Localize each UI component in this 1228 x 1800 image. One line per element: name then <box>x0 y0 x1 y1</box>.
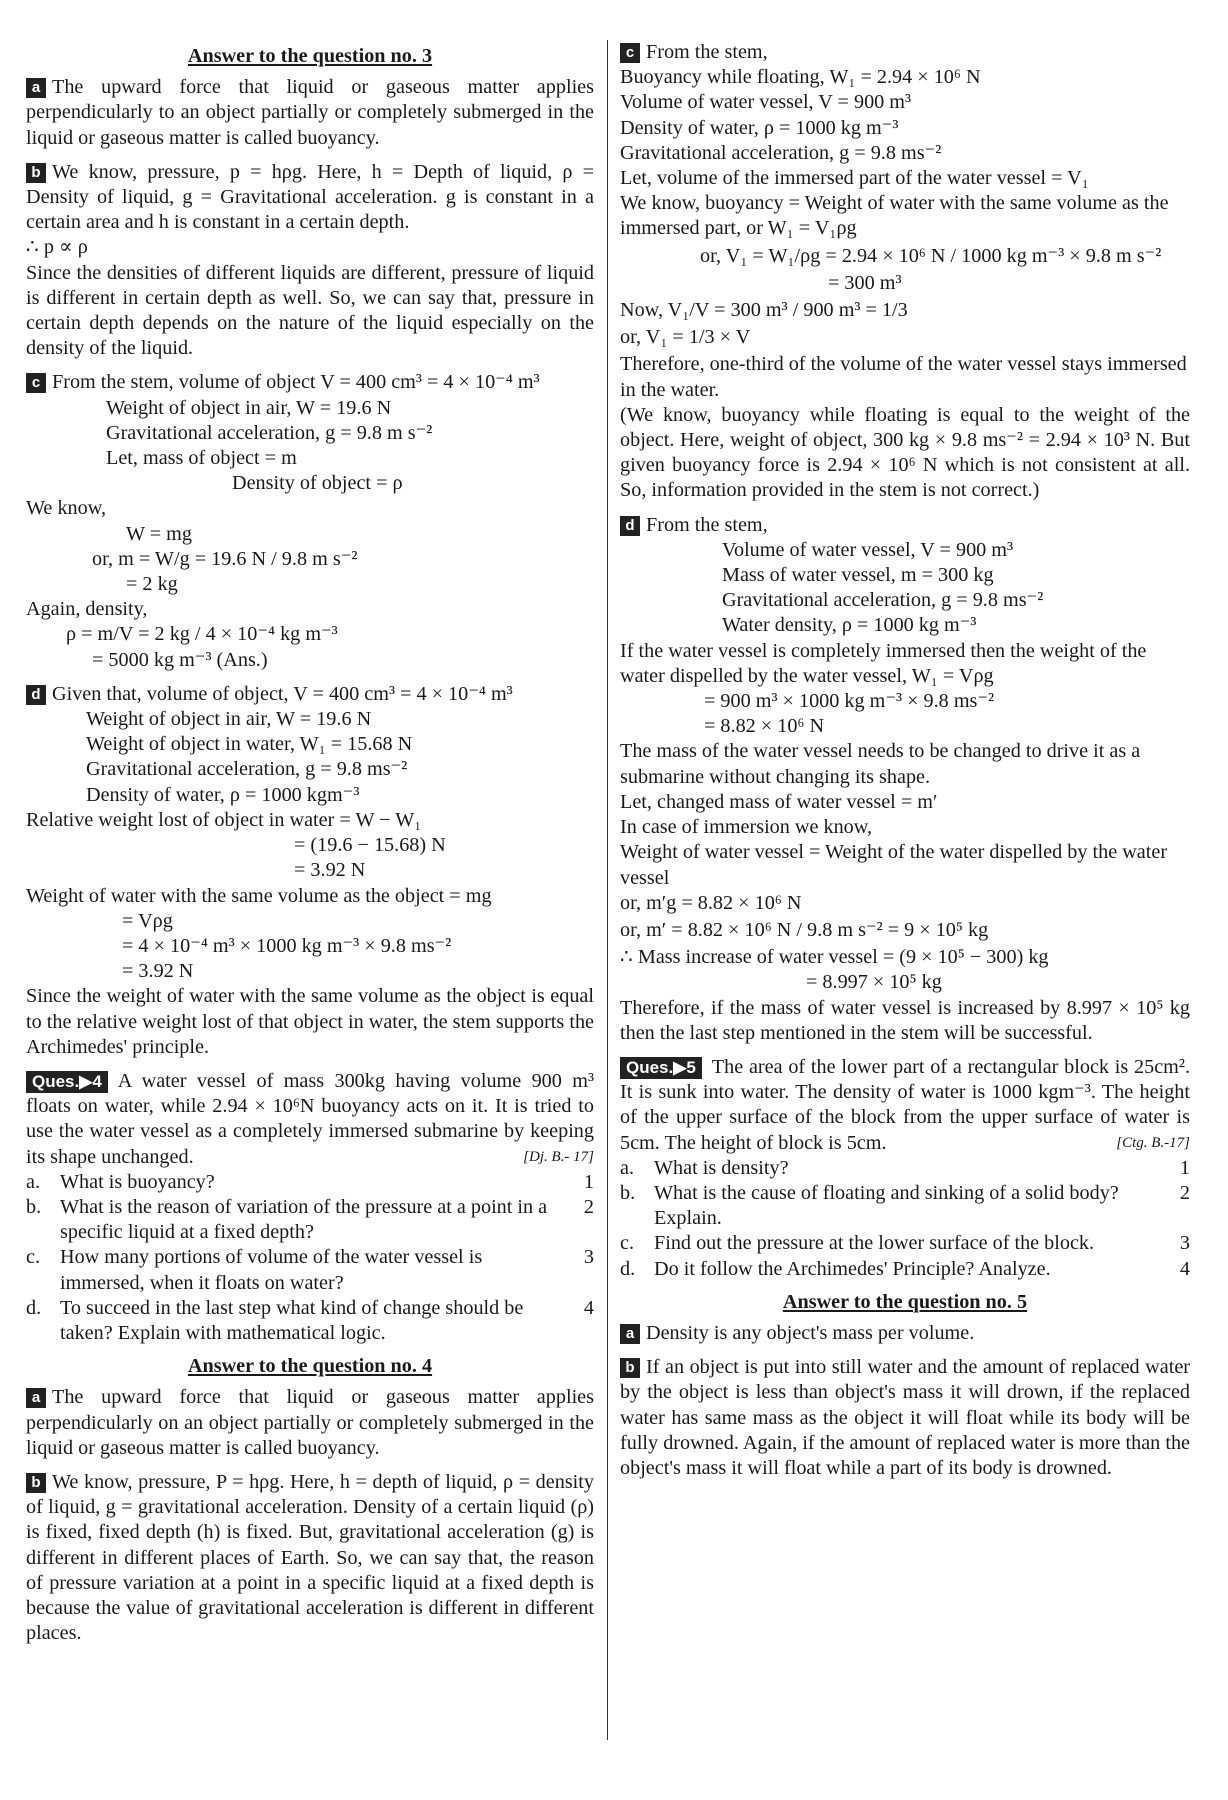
answer-4c-line: Let, volume of the immersed part of the water vessel = V₁ <box>620 167 1089 190</box>
answer-4d-line: Volume of water vessel, V = 900 m³ <box>722 538 1014 561</box>
answer-4c-line: Therefore, one-third of the volume of the water vessel stays immersed in the water. <box>620 353 1187 401</box>
answer-3d-line: Density of water, ρ = 1000 kgm⁻³ <box>86 783 360 806</box>
answer-4d-intro: d From the stem, <box>620 513 1190 538</box>
answer-3c-line: Density of object = ρ <box>232 472 403 495</box>
answer-3d-eq: = (19.6 − 15.68) N <box>294 834 446 857</box>
answer-3d-conclusion: Since the weight of water with the same volume as the object is equal to the relative weight lost of that object in water, the stem supports the Archimedes' principle. <box>26 985 594 1058</box>
answer-4d-eq: or, m′g = 8.82 × 10⁶ N <box>620 891 802 914</box>
answer-4a: a The upward force that liquid or gaseous matter applies perpendicularly on an object partially or completely submerged in the liquid or gaseous matter is called buoyancy. <box>26 1386 594 1459</box>
question-item: d. Do it follow the Archimedes' Principle? Analyze. 4 <box>620 1257 1190 1280</box>
answer-4c-line: Density of water, ρ = 1000 kg m⁻³ <box>620 116 899 139</box>
question-item: c. How many portions of volume of the water vessel is immersed, when it floats on water? 3 <box>26 1246 594 1294</box>
answer-4b: b We know, pressure, P = hρg. Here, h = depth of liquid, ρ = density of liquid, g = gravitational acceleration. Density of a certain liquid (ρ) is fixed, fixed depth (h) is fixed. But, gravitational acceleration (g) is different in different places of Earth. So, we can say that, the reason of pressure variation at a point in a specific liquid at a fixed depth is because the value of gravitational acceleration is different in different places. <box>26 1470 594 1645</box>
answer-3b: b We know, pressure, p = hρg. Here, h = Depth of liquid, ρ = Density of liquid, g = Gravitational acceleration. g is constant in a certain area and h is constant in a certain depth. <box>26 160 594 234</box>
answer-heading-q4: Answer to the question no. 4 <box>187 1355 433 1378</box>
answer-3d-eq: = 3.92 N <box>122 960 194 983</box>
answer-4c-note: (We know, buoyancy while floating is equal to the weight of the object. Here, weight of object, 300 kg × 9.8 ms⁻² = 2.94 × 10³ N. But given buoyancy force is 2.94 × 10⁶ N which is not consistent at all. So, information provided in the stem is not correct.) <box>620 403 1190 502</box>
left-column <box>26 40 594 1655</box>
answer-3c-eq: W = mg <box>126 522 192 545</box>
answer-3c-result: = 5000 kg m⁻³ (Ans.) <box>92 648 268 671</box>
part-c-badge: c <box>26 373 46 393</box>
answer-3c-intro: c From the stem, volume of object V = 400 cm³ = 4 × 10⁻⁴ m³ <box>26 370 594 395</box>
question-4-items <box>26 1170 594 1346</box>
question-item: b. What is the reason of variation of the pressure at a point in a specific liquid at a fixed depth? 2 <box>26 1195 594 1244</box>
answer-4d-line: Let, changed mass of water vessel = m′ <box>620 790 938 813</box>
question-5-badge: Ques.▶5 <box>620 1057 702 1079</box>
part-b-badge: b <box>26 1473 46 1493</box>
answer-4d-conclusion: Therefore, if the mass of water vessel is increased by 8.997 × 10⁵ kg then the last step mentioned in the stem will be successful. <box>620 996 1190 1044</box>
part-d-badge: d <box>26 685 46 705</box>
answer-3c-eq: ρ = m/V = 2 kg / 4 × 10⁻⁴ kg m⁻³ <box>66 623 338 646</box>
part-c-badge: c <box>620 43 640 63</box>
question-5-source: [Ctg. B.-17] <box>1116 1134 1190 1151</box>
answer-4d-line: Weight of water vessel = Weight of the water dispelled by the water vessel <box>620 841 1168 889</box>
answer-5a: a Density is any object's mass per volume. <box>620 1321 1190 1346</box>
answer-3d-eq: = 3.92 N <box>294 859 366 882</box>
answer-4c-line: Gravitational acceleration, g = 9.8 ms⁻² <box>620 141 942 164</box>
answer-5b: b If an object is put into still water and the amount of replaced water by the object is less than object's mass it will drown, if the replaced water has same mass as the object it will float while its body will be fully drowned. Again, if the amount of replaced water is more than the object's mass it will float while a part of its body is drowned. <box>620 1356 1190 1479</box>
answer-3b-proportion: ∴ p ∝ ρ <box>26 236 88 259</box>
answer-3c-line: Weight of object in air, W = 19.6 N <box>106 396 392 419</box>
answer-4c-eq: or, V₁ = 1/3 × V <box>620 326 751 349</box>
column-divider <box>607 40 608 1740</box>
answer-4d-line: Water density, ρ = 1000 kg m⁻³ <box>722 614 977 637</box>
right-column <box>620 40 1190 1490</box>
question-5-stem: Ques.▶5 The area of the lower part of a rectangular block is 25cm². It is sunk into water. The density of water is 1000 kgm⁻³. The height of the upper surface of the block from the upper surface of water is 5cm. The height of block is 5cm. [Ctg. B.-17] <box>620 1055 1190 1156</box>
answer-3d-eq: = 4 × 10⁻⁴ m³ × 1000 kg m⁻³ × 9.8 ms⁻² <box>122 934 452 957</box>
part-b-badge: b <box>26 163 46 183</box>
answer-4c-line: We know, buoyancy = Weight of water with the same volume as the immersed part, or W₁ = V₁ρg <box>620 192 1169 240</box>
answer-4d-eq: or, m′ = 8.82 × 10⁶ N / 9.8 m s⁻² = 9 × 10⁵ kg <box>620 918 989 941</box>
part-d-badge: d <box>620 516 640 536</box>
answer-3d-line: Gravitational acceleration, g = 9.8 ms⁻² <box>86 758 408 781</box>
answer-heading-q3: Answer to the question no. 3 <box>187 45 433 67</box>
answer-4c-line: Volume of water vessel, V = 900 m³ <box>620 91 912 114</box>
question-item: b. What is the cause of floating and sinking of a solid body? Explain. 2 <box>620 1181 1190 1230</box>
question-4-stem: Ques.▶4 A water vessel of mass 300kg having volume 900 m³ floats on water, while 2.94 × 10⁶N buoyancy acts on it. It is tried to use the water vessel as a completely immersed submarine by keeping its shape unchanged. [Dj. B.- 17] <box>26 1069 594 1170</box>
question-item: d. To succeed in the last step what kind of change should be taken? Explain with mathematical logic. 4 <box>26 1296 594 1344</box>
answer-4c-eq: Now, V₁/V = 300 m³ / 900 m³ = 1/3 <box>620 299 908 322</box>
answer-4d-line: In case of immersion we know, <box>620 816 873 839</box>
part-b-badge: b <box>620 1358 640 1378</box>
part-a-badge: a <box>26 1388 46 1408</box>
answer-4d-line: Mass of water vessel, m = 300 kg <box>722 564 994 587</box>
part-a-badge: a <box>26 78 46 98</box>
answer-4c-eq: = 300 m³ <box>828 271 902 294</box>
answer-3a: a The upward force that liquid or gaseous matter applies perpendicularly to an object partially or completely submerged in the liquid or gaseous matter is called buoyancy. <box>26 76 594 149</box>
answer-4d-eq: = 8.82 × 10⁶ N <box>704 715 825 738</box>
question-item: a. What is buoyancy? 1 <box>26 1170 594 1193</box>
answer-4d-line: The mass of the water vessel needs to be changed to drive it as a submarine without changing its shape. <box>620 740 1141 788</box>
answer-3c-line: We know, <box>26 497 107 520</box>
answer-3d-line: Weight of object in water, W₁ = 15.68 N <box>86 733 413 756</box>
answer-4d-line: If the water vessel is completely immersed then the weight of the water dispelled by the water vessel, W₁ = Vρg <box>620 639 1147 687</box>
answer-3c-line: Gravitational acceleration, g = 9.8 m s⁻² <box>106 421 433 444</box>
answer-4c-intro: c From the stem, <box>620 40 1190 65</box>
answer-4c-eq: or, V₁ = W₁/ρg = 2.94 × 10⁶ N / 1000 kg m⁻³ × 9.8 m s⁻² <box>700 244 1162 267</box>
answer-3c-line: Let, mass of object = m <box>106 447 297 470</box>
answer-heading-q5: Answer to the question no. 5 <box>782 1290 1028 1313</box>
answer-4d-eq: = 900 m³ × 1000 kg m⁻³ × 9.8 ms⁻² <box>704 690 995 713</box>
question-4-badge: Ques.▶4 <box>26 1071 108 1093</box>
question-5-items <box>620 1156 1190 1282</box>
answer-4d-eq: ∴ Mass increase of water vessel = (9 × 10⁵ − 300) kg <box>620 946 1049 969</box>
question-item: a. What is density? 1 <box>620 1156 1190 1179</box>
answer-4c-line: Buoyancy while floating, W₁ = 2.94 × 10⁶ N <box>620 66 981 89</box>
question-item: c. Find out the pressure at the lower surface of the block. 3 <box>620 1232 1190 1255</box>
answer-3b-text: Since the densities of different liquids are different, pressure of liquid is different in certain depth as well. So, we can say that, pressure in certain depth depends on the nature of the liquid especially on the density of the liquid. <box>26 261 594 360</box>
answer-4d-eq: = 8.997 × 10⁵ kg <box>806 971 942 994</box>
answer-3c-eq: or, m = W/g = 19.6 N / 9.8 m s⁻² <box>92 547 358 570</box>
answer-3d-line: Relative weight lost of object in water = W − W₁ <box>26 808 422 831</box>
answer-3c-eq: = 2 kg <box>126 573 178 596</box>
answer-4d-line: Gravitational acceleration, g = 9.8 ms⁻² <box>722 589 1044 612</box>
answer-3d-line: Weight of object in air, W = 19.6 N <box>86 708 372 731</box>
question-4-source: [Dj. B.- 17] <box>523 1148 594 1165</box>
answer-3c-line: Again, density, <box>26 598 148 621</box>
answer-3d-intro: d Given that, volume of object, V = 400 cm³ = 4 × 10⁻⁴ m³ <box>26 682 594 707</box>
answer-3d-eq: = Vρg <box>122 909 173 932</box>
answer-3d-line: Weight of water with the same volume as the object = mg <box>26 884 492 907</box>
part-a-badge: a <box>620 1324 640 1344</box>
